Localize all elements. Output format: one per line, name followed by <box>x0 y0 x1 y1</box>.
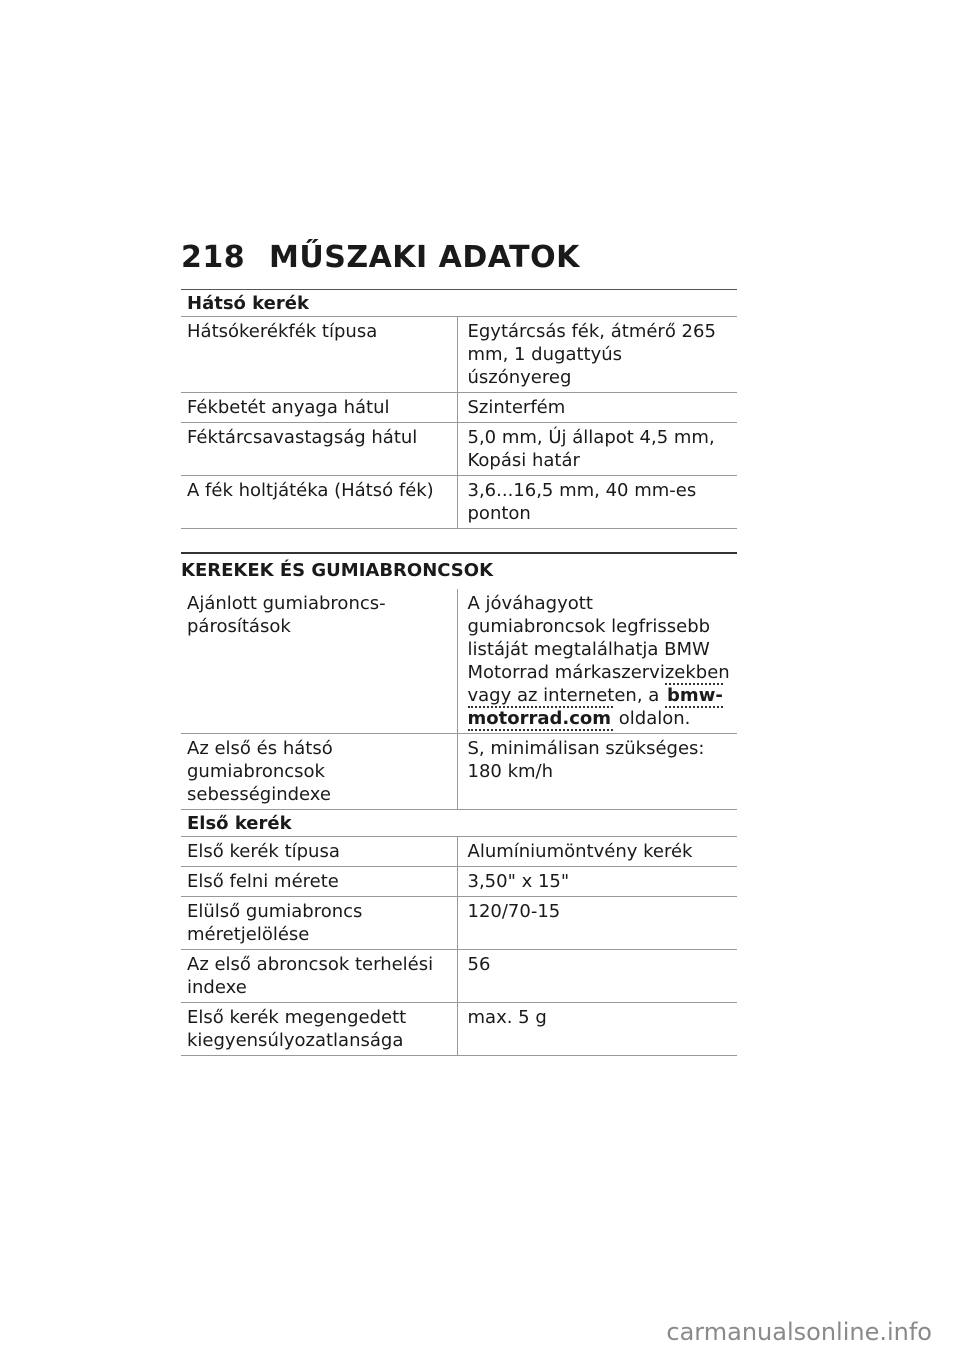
recommendation-text: A jóváhagyott gumiabroncsok legfrissebb listáját megtalálhatja BMW Motorrad márkaszervizekben vagy az interneten, a <box>467 593 730 706</box>
table-row <box>181 897 737 950</box>
spec-value: 3,50" x 15" <box>467 871 570 892</box>
table-row <box>181 423 737 476</box>
spec-label: Elülső gumiabroncs méretjelölése <box>181 897 458 949</box>
spec-label: Az első abroncsok terhelési indexe <box>181 950 458 1002</box>
spec-label: Ajánlott gumiabroncs-párosítások <box>181 589 458 733</box>
wheels-tyres-section <box>181 589 737 810</box>
spec-label: Hátsókerékfék típusa <box>181 317 458 392</box>
section-divider <box>181 552 737 554</box>
spec-value: Egytárcsás fék, átmérő 265 mm, 1 dugattyús úszónyereg <box>467 321 716 388</box>
spec-label: Első felni mérete <box>181 867 458 896</box>
front-wheel-title: Első kerék <box>181 810 737 837</box>
table-row <box>181 867 737 897</box>
spec-value: max. 5 g <box>467 1007 547 1028</box>
spec-value: 56 <box>467 954 491 975</box>
spec-value: 3,6...16,5 mm, 40 mm-es ponton <box>467 480 697 524</box>
table-row <box>181 734 737 810</box>
bmw-motorrad-link[interactable]: bmw-motorrad.com <box>467 685 723 729</box>
spec-value: S, minimálisan szükséges: 180 km/h <box>467 738 705 782</box>
rear-wheel-section <box>181 290 737 529</box>
front-wheel-section <box>181 810 737 1056</box>
spec-value: 120/70-15 <box>467 901 561 922</box>
watermark: carmanualsonline.info <box>666 1318 932 1346</box>
table-row <box>181 476 737 529</box>
table-row <box>181 950 737 1003</box>
spec-label: Az első és hátsó gumiabroncsok sebességindexe <box>181 734 458 809</box>
spec-label: Féktárcsavastagság hátul <box>181 423 458 475</box>
spec-value <box>458 589 738 733</box>
rear-wheel-title: Hátsó kerék <box>181 290 737 317</box>
recommendation-text-end: oldalon. <box>618 708 691 729</box>
page-header <box>181 240 737 275</box>
page-number: 218 <box>181 240 246 275</box>
spec-label: Első kerék megengedett kiegyensúlyozatlansága <box>181 1003 458 1055</box>
wheels-tyres-title: KEREKEK ÉS GUMIABRONCSOK <box>181 560 494 581</box>
spec-label: A fék holtjátéka (Hátsó fék) <box>181 476 458 528</box>
spec-value: Szinterfém <box>467 397 566 418</box>
table-row <box>181 317 737 393</box>
spec-value: Alumíniumöntvény kerék <box>467 841 693 862</box>
table-row <box>181 393 737 423</box>
table-row <box>181 837 737 867</box>
table-row <box>181 1003 737 1056</box>
table-row <box>181 589 737 734</box>
spec-label: Fékbetét anyaga hátul <box>181 393 458 422</box>
page-title: MŰSZAKI ADATOK <box>269 240 580 275</box>
spec-value: 5,0 mm, Új állapot 4,5 mm, Kopási határ <box>467 427 715 471</box>
section-title <box>181 547 737 589</box>
manual-page <box>181 240 737 1056</box>
spec-label: Első kerék típusa <box>181 837 458 866</box>
